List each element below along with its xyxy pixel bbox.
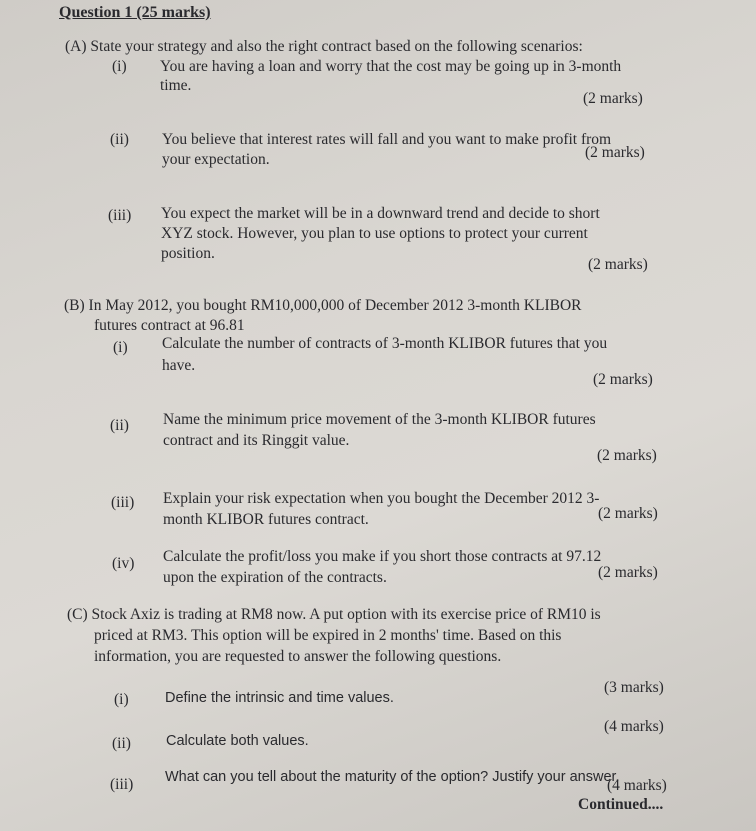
part-b-i-line2: have. bbox=[162, 357, 196, 374]
part-c-i-number: (i) bbox=[114, 691, 129, 708]
part-c-intro-line1: (C) Stock Axiz is trading at RM8 now. A put option with its exercise price of RM10 is bbox=[67, 606, 601, 623]
part-b-iv-marks: (2 marks) bbox=[598, 564, 658, 581]
part-c-iii-text: What can you tell about the maturity of the option? Justify your answer. bbox=[165, 769, 620, 785]
part-a-i-line1: You are having a loan and worry that the cost may be going up in 3-month bbox=[160, 58, 622, 75]
part-b-ii-number: (ii) bbox=[110, 417, 129, 434]
part-b-intro-line2: futures contract at 96.81 bbox=[94, 317, 245, 334]
part-b-iv-number: (iv) bbox=[112, 555, 135, 572]
part-a-intro: (A) State your strategy and also the right contract based on the following scenarios: bbox=[65, 38, 583, 55]
part-a-iii-line3: position. bbox=[161, 245, 215, 262]
part-b-iii-line1: Explain your risk expectation when you bought the December 2012 3- bbox=[163, 490, 600, 507]
part-a-ii-line1: You believe that interest rates will fall and you want to make profit from bbox=[162, 131, 612, 148]
part-c-intro-line2: priced at RM3. This option will be expired in 2 months' time. Based on this bbox=[94, 627, 562, 644]
part-b-iii-line2: month KLIBOR futures contract. bbox=[163, 511, 369, 528]
part-c-intro-line3: information, you are requested to answer the following questions. bbox=[94, 648, 502, 665]
part-c-iii-number: (iii) bbox=[110, 776, 134, 793]
part-a-iii-number: (iii) bbox=[108, 207, 132, 224]
part-c-ii-text: Calculate both values. bbox=[166, 733, 309, 749]
part-b-ii-marks: (2 marks) bbox=[597, 447, 657, 464]
part-c-i-text: Define the intrinsic and time values. bbox=[165, 690, 394, 706]
part-a-i-line2: time. bbox=[160, 77, 192, 94]
part-c-ii-marks: (4 marks) bbox=[604, 718, 664, 735]
part-b-i-line1: Calculate the number of contracts of 3-month KLIBOR futures that you bbox=[162, 335, 608, 352]
part-c-ii-number: (ii) bbox=[112, 735, 131, 752]
part-a-ii-marks: (2 marks) bbox=[585, 144, 645, 161]
question-heading: Question 1 (25 marks) bbox=[59, 4, 211, 21]
part-c-iii-marks: (4 marks) bbox=[607, 777, 667, 794]
part-b-i-marks: (2 marks) bbox=[593, 371, 653, 388]
part-b-iv-line2: upon the expiration of the contracts. bbox=[163, 569, 387, 586]
part-a-iii-line2: XYZ stock. However, you plan to use options to protect your current bbox=[161, 225, 588, 242]
continued-label: Continued.... bbox=[578, 796, 664, 813]
part-a-i-marks: (2 marks) bbox=[583, 90, 643, 107]
part-a-iii-line1: You expect the market will be in a downward trend and decide to short bbox=[161, 205, 600, 222]
part-b-ii-line1: Name the minimum price movement of the 3-month KLIBOR futures bbox=[163, 411, 596, 428]
part-b-iii-marks: (2 marks) bbox=[598, 505, 658, 522]
part-b-intro-line1: (B) In May 2012, you bought RM10,000,000 of December 2012 3-month KLIBOR bbox=[64, 297, 582, 314]
part-a-ii-line2: your expectation. bbox=[162, 151, 270, 168]
part-b-iii-number: (iii) bbox=[111, 494, 135, 511]
part-b-i-number: (i) bbox=[113, 339, 128, 356]
part-a-i-number: (i) bbox=[112, 58, 127, 75]
part-b-ii-line2: contract and its Ringgit value. bbox=[163, 432, 350, 449]
part-b-iv-line1: Calculate the profit/loss you make if you short those contracts at 97.12 bbox=[163, 548, 602, 565]
part-a-ii-number: (ii) bbox=[110, 131, 129, 148]
part-a-iii-marks: (2 marks) bbox=[588, 256, 648, 273]
part-c-i-marks: (3 marks) bbox=[604, 679, 664, 696]
